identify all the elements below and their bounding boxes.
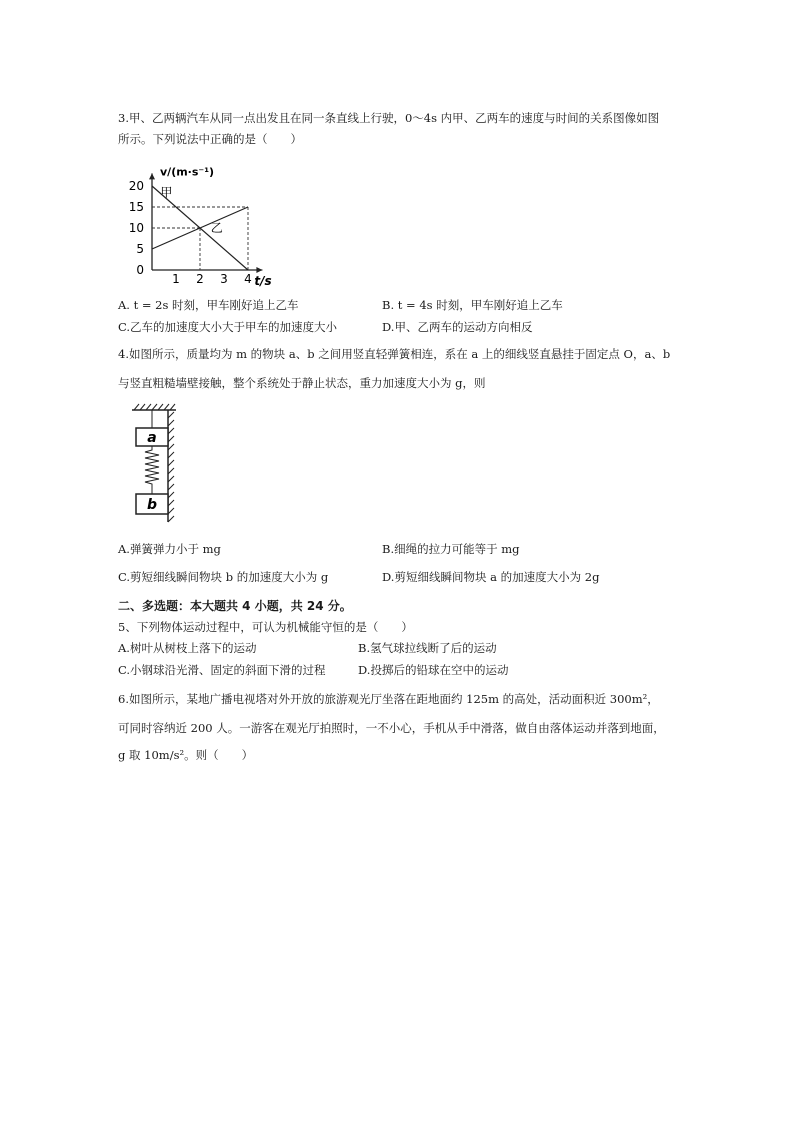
spring-block-diagram <box>130 402 182 526</box>
x-tick-label-4: 4 <box>244 272 252 286</box>
q5-option-d: D.投掷后的铅球在空中的运动 <box>358 663 509 677</box>
q6-stem-line3: g 取 10m/s²。则（ ） <box>118 748 254 762</box>
y-tick-label-20: 20 <box>128 179 144 193</box>
q4-option-b: B.细绳的拉力可能等于 mg <box>382 542 520 556</box>
series-line-1 <box>152 207 248 249</box>
x-tick-label-3: 3 <box>220 272 228 286</box>
q4-stem-line1: 4.如图所示，质量均为 m 的物块 a、b 之间用竖直轻弹簧相连，系在 a 上的细线竖直悬挂于固定点 O，a、b <box>118 347 671 361</box>
section-heading-multiple-choice: 二、多选题：本大题共 4 小题，共 24 分。 <box>118 599 352 613</box>
q5-option-b: B.氢气球拉线断了后的运动 <box>358 641 497 655</box>
q4-option-d: D.剪短细线瞬间物块 a 的加速度大小为 2g <box>382 570 600 584</box>
q3-stem-line1: 3.甲、乙两辆汽车从同一点出发且在同一条直线上行驶，0～4s 内甲、乙两车的速度与时间的关系图像如图 <box>118 111 660 125</box>
q5-option-a: A.树叶从树枝上落下的运动 <box>118 641 257 655</box>
q5-stem: 5、下列物体运动过程中，可认为机械能守恒的是（ ） <box>118 620 413 634</box>
q6-stem-line1: 6.如图所示，某地广播电视塔对外开放的旅游观光厅坐落在距地面约 125m 的高处，活动面积近 300m²， <box>118 692 659 706</box>
q3-option-c: C.乙车的加速度大小大于甲车的加速度大小 <box>118 320 338 334</box>
q6-stem-line2: 可同时容纳近 200 人。一游客在观光厅拍照时，一不小心，手机从手中滑落，做自由落体运动并落到地面， <box>118 721 665 735</box>
q3-option-b: B. t = 4s 时刻，甲车刚好追上乙车 <box>382 298 563 312</box>
x-tick-label-1: 1 <box>172 272 180 286</box>
q3-stem-line2: 所示。下列说法中正确的是（ ） <box>118 132 302 146</box>
q5-option-c: C.小钢球沿光滑、固定的斜面下滑的过程 <box>118 663 326 677</box>
q3-option-d: D.甲、乙两车的运动方向相反 <box>382 320 533 334</box>
y-tick-label-10: 10 <box>128 221 144 235</box>
y-tick-label-0: 0 <box>136 263 144 277</box>
block-b-label: b <box>146 497 158 513</box>
y-axis-arrow <box>149 173 155 179</box>
x-tick-label-2: 2 <box>196 272 204 286</box>
block-a-label: a <box>147 430 157 446</box>
x-axis-label: t/s <box>254 274 272 288</box>
y-tick-label-5: 5 <box>136 242 144 256</box>
q4-stem-line2: 与竖直粗糙墙壁接触，整个系统处于静止状态，重力加速度大小为 g，则 <box>118 376 486 390</box>
series-label-yi: 乙 <box>210 221 223 236</box>
x-axis-arrow <box>256 267 262 273</box>
series-label-jia: 甲 <box>160 185 173 200</box>
y-axis-label: v/(m·s⁻¹) <box>160 165 215 179</box>
velocity-time-chart <box>118 150 288 290</box>
q3-option-a: A. t = 2s 时刻，甲车刚好追上乙车 <box>118 298 299 312</box>
q4-option-a: A.弹簧弹力小于 mg <box>118 542 221 556</box>
q4-option-c: C.剪短细线瞬间物块 b 的加速度大小为 g <box>118 570 329 584</box>
y-tick-label-15: 15 <box>128 200 144 214</box>
